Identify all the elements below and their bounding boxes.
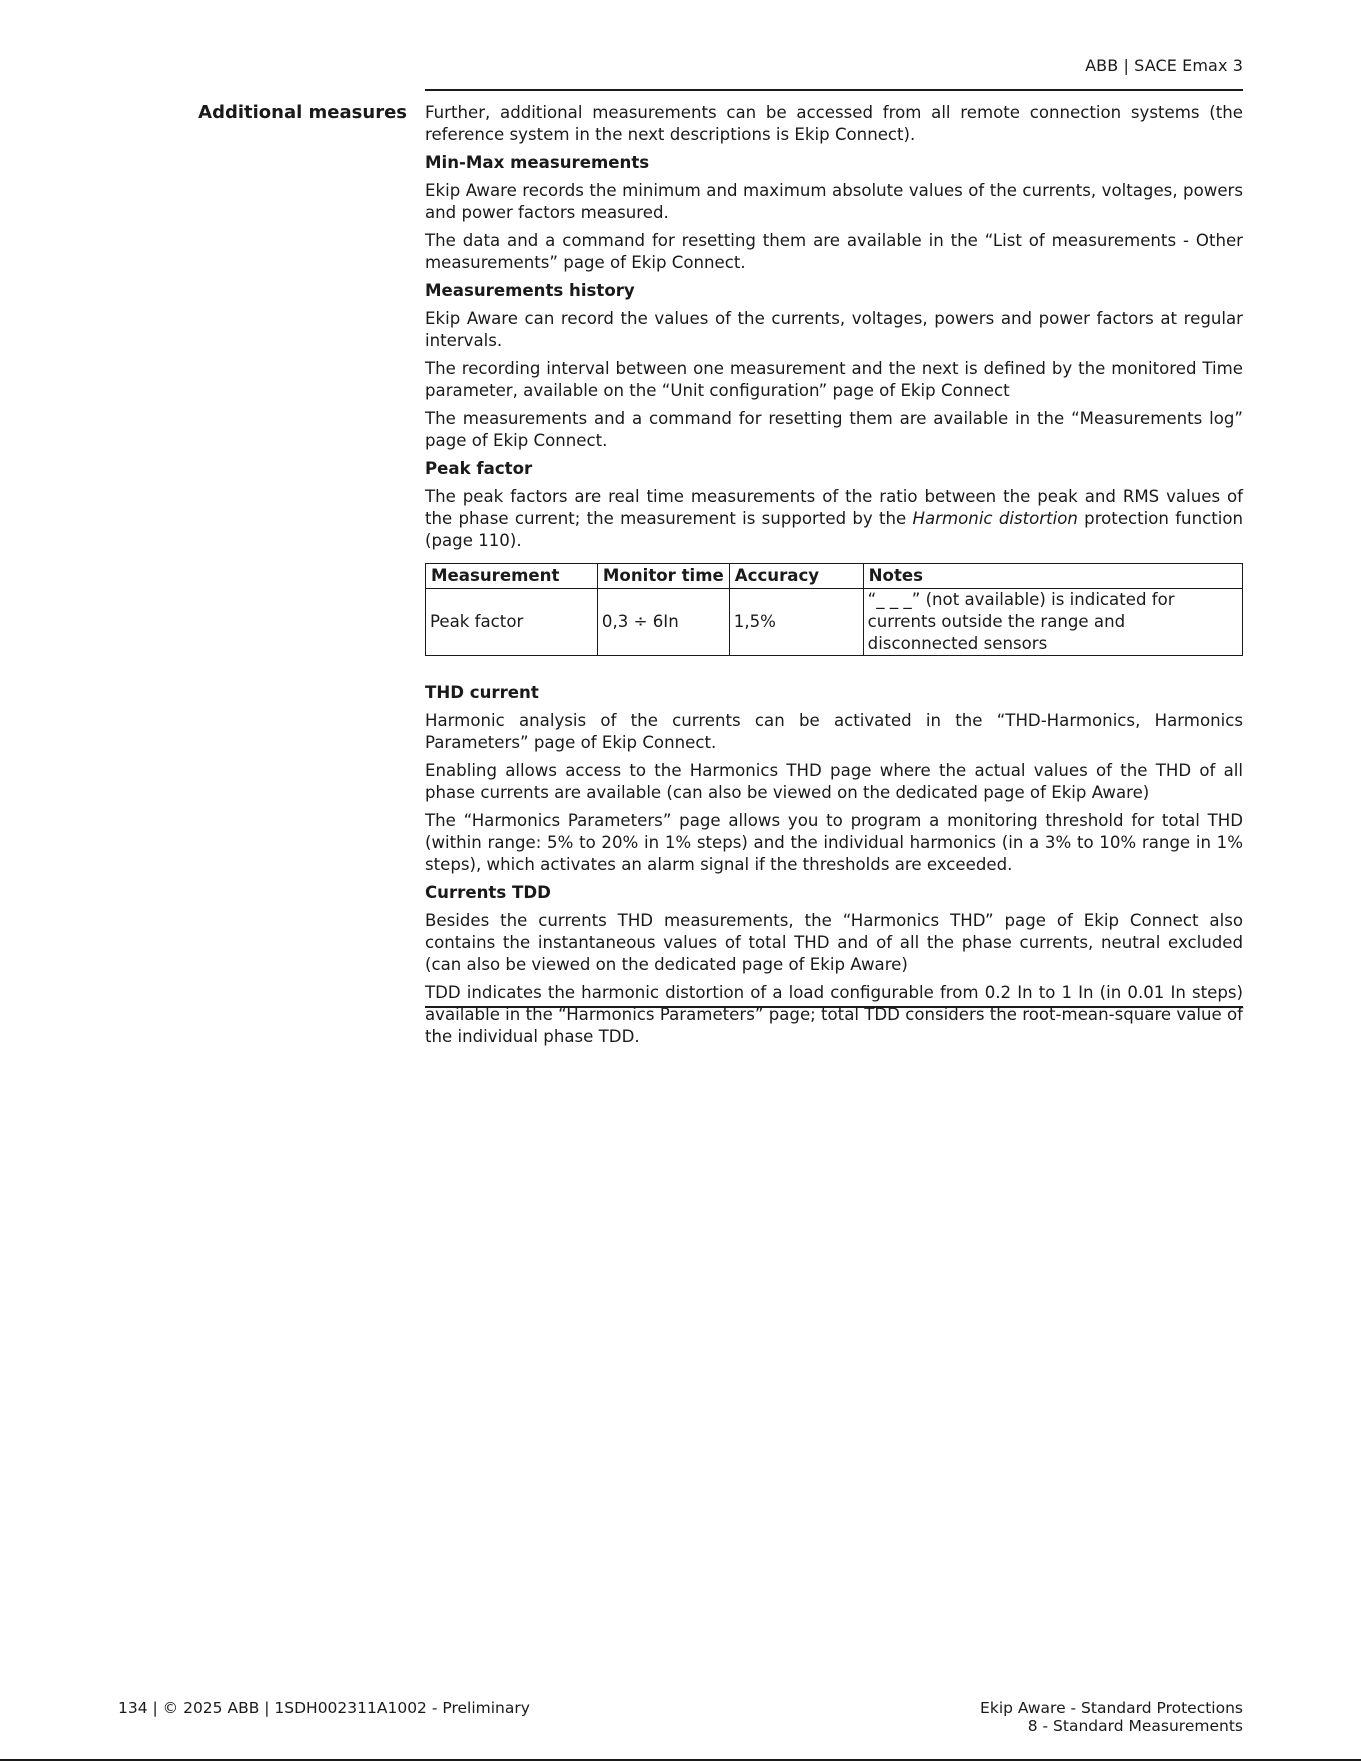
minmax-heading: Min-Max measurements	[425, 153, 650, 172]
table-header-accuracy: Accuracy	[729, 564, 863, 589]
thd-heading: THD current	[425, 683, 539, 702]
cell-measurement: Peak factor	[426, 589, 598, 656]
harmonic-distortion-term: Harmonic distortion	[912, 509, 1078, 528]
tdd-paragraph-2: TDD indicates the harmonic distortion of a load configurable from 0.2 In to 1 In (in 0.01 In steps) available in the “Harmonics Parameters” page; total TDD considers the root-mean-square value of the individual phase TDD.	[425, 983, 1243, 1046]
thd-paragraph-1: Harmonic analysis of the currents can be activated in the “THD-Harmonics, Harmonics Parameters” page of Ekip Connect.	[425, 711, 1243, 752]
table-header-notes: Notes	[863, 564, 1242, 589]
footer-right	[980, 1699, 1243, 1735]
peak-factor-table	[425, 563, 1243, 656]
section-label: Additional measures	[198, 102, 407, 123]
footer-right-line-2: 8 - Standard Measurements	[1027, 1717, 1243, 1735]
minmax-paragraph-1: Ekip Aware records the minimum and maximum absolute values of the currents, voltages, powers and power factors measured.	[425, 181, 1243, 222]
bottom-rule	[425, 1006, 1243, 1008]
table-row	[426, 589, 1243, 656]
history-paragraph-1: Ekip Aware can record the values of the currents, voltages, powers and power factors at regular intervals.	[425, 309, 1243, 350]
running-header: ABB | SACE Emax 3	[1085, 56, 1243, 75]
main-content	[425, 102, 1243, 1054]
tdd-heading: Currents TDD	[425, 883, 551, 902]
peak-text-after: protection function (page 110).	[425, 509, 1243, 550]
cell-accuracy: 1,5%	[729, 589, 863, 656]
peak-text-before: The peak factors are real time measurements of the ratio between the peak and RMS values of the phase current; the measurement is supported by the	[425, 487, 1243, 528]
footer-left: 134 | © 2025 ABB | 1SDH002311A1002 - Preliminary	[118, 1699, 530, 1717]
history-paragraph-2: The recording interval between one measurement and the next is defined by the monitored Time parameter, available on the “Unit configuration” page of Ekip Connect	[425, 359, 1243, 400]
table-header-row	[426, 564, 1243, 589]
peak-paragraph	[425, 486, 1243, 552]
tdd-paragraph-1: Besides the currents THD measurements, the “Harmonics THD” page of Ekip Connect also contains the instantaneous values of total THD and of all the phase currents, neutral excluded (can also be viewed on the dedicated page of Ekip Aware)	[425, 911, 1243, 974]
intro-paragraph: Further, additional measurements can be accessed from all remote connection systems (the reference system in the next descriptions is Ekip Connect).	[425, 103, 1243, 144]
peak-heading: Peak factor	[425, 459, 533, 478]
history-paragraph-3: The measurements and a command for resetting them are available in the “Measurements log” page of Ekip Connect.	[425, 409, 1243, 450]
footer-right-line-1: Ekip Aware - Standard Protections	[980, 1699, 1243, 1717]
cell-notes: “_ _ _” (not available) is indicated for currents outside the range and disconnected sensors	[863, 589, 1242, 656]
cell-monitor-time: 0,3 ÷ 6In	[597, 589, 729, 656]
thd-paragraph-3: The “Harmonics Parameters” page allows you to program a monitoring threshold for total THD (within range: 5% to 20% in 1% steps) and the individual harmonics (in a 3% to 10% range in 1% steps), which activates an alarm signal if the thresholds are exceeded.	[425, 811, 1243, 874]
thd-paragraph-2: Enabling allows access to the Harmonics THD page where the actual values of the THD of all phase currents are available (can also be viewed on the dedicated page of Ekip Aware)	[425, 761, 1243, 802]
top-rule	[425, 89, 1243, 91]
table-header-measurement: Measurement	[426, 564, 598, 589]
minmax-paragraph-2: The data and a command for resetting them are available in the “List of measurements - Other measurements” page of Ekip Connect.	[425, 231, 1243, 272]
history-heading: Measurements history	[425, 281, 635, 300]
table-header-monitor-time: Monitor time	[597, 564, 729, 589]
